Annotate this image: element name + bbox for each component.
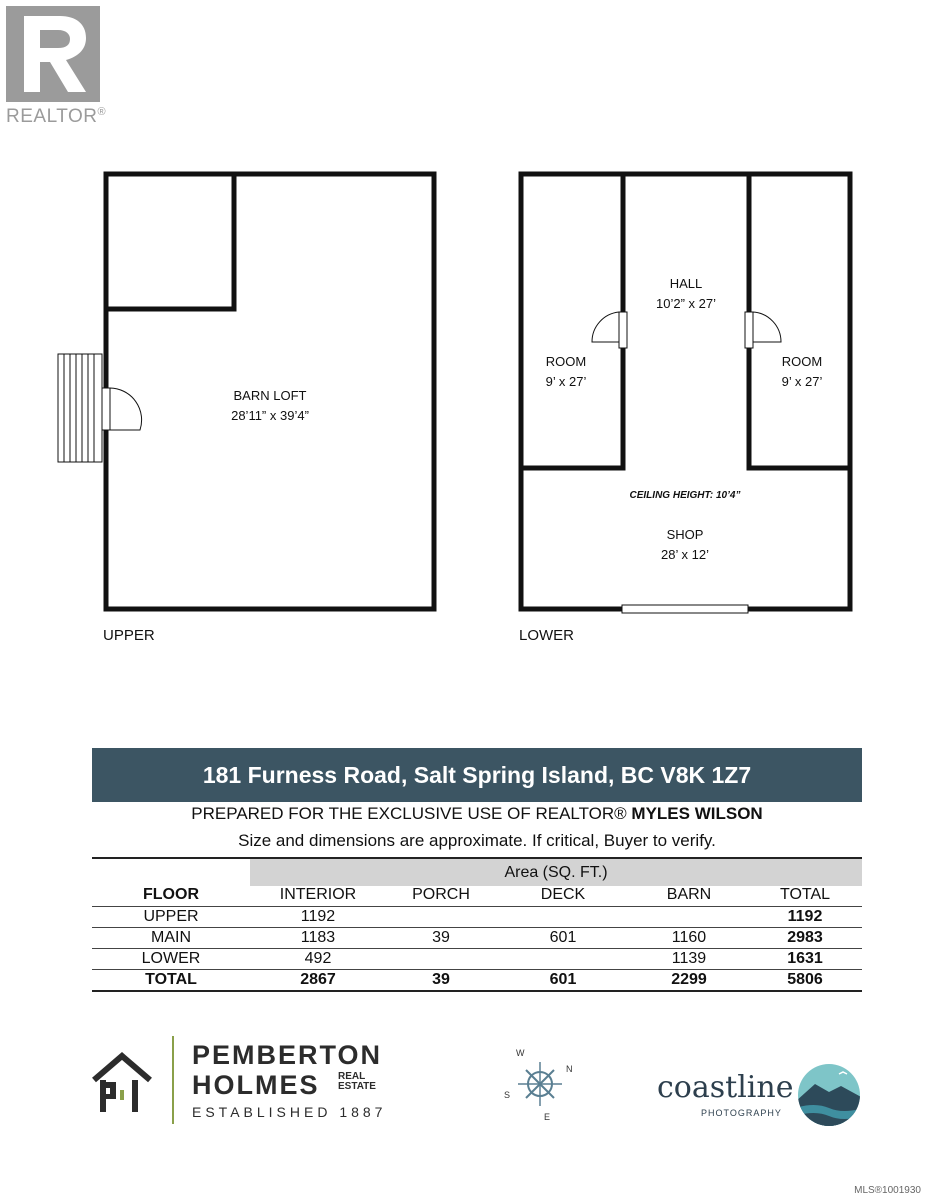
cell-barn: 1139 xyxy=(630,949,748,970)
cell-total: 5806 xyxy=(748,970,862,992)
mls-number: MLS®1001930 xyxy=(854,1185,921,1196)
compass-letter-n: N xyxy=(566,1064,573,1074)
photographer-name: coastline xyxy=(657,1070,794,1105)
cell-interior: 1183 xyxy=(250,928,386,949)
compass-icon xyxy=(500,1044,580,1124)
compass-letter-s: S xyxy=(504,1090,511,1100)
table-top-rule xyxy=(92,857,250,859)
cell-floor: MAIN xyxy=(92,928,250,949)
room-name: BARN LOFT xyxy=(233,388,307,403)
cell-floor: UPPER xyxy=(92,907,250,928)
col-header-interior: INTERIOR xyxy=(279,886,357,903)
cell-porch xyxy=(386,949,496,970)
hall-label xyxy=(626,274,746,314)
cell-barn: 2299 xyxy=(630,970,748,992)
size-disclaimer: Size and dimensions are approximate. If critical, Buyer to verify. xyxy=(238,831,716,850)
cell-porch: 39 xyxy=(386,928,496,949)
table-row xyxy=(92,949,862,970)
ceiling-height-note: CEILING HEIGHT: 10’4” xyxy=(629,490,741,501)
room-dims: 10’2” x 27’ xyxy=(656,296,716,311)
realtor-name: MYLES WILSON xyxy=(631,804,763,823)
room-dims: 28’11” x 39’4” xyxy=(231,408,309,423)
cell-barn: 1160 xyxy=(630,928,748,949)
exterior-stairs xyxy=(58,354,102,462)
col-header-barn: BARN xyxy=(666,886,712,903)
cell-interior: 1192 xyxy=(250,907,386,928)
cell-deck: 601 xyxy=(496,970,630,992)
coastline-emblem-icon xyxy=(795,1062,863,1128)
logo-divider xyxy=(172,1036,174,1124)
barn-loft-label xyxy=(190,386,350,426)
upper-closet-wall xyxy=(106,174,234,309)
right-room-label xyxy=(760,352,844,392)
photographer-sub: PHOTOGRAPHY xyxy=(701,1108,782,1118)
cell-interior: 2867 xyxy=(250,970,386,992)
compass-letter-w: W xyxy=(516,1048,525,1058)
prepared-for-line xyxy=(92,804,862,824)
room-name: SHOP xyxy=(666,527,704,542)
area-header: Area (SQ. FT.) xyxy=(250,857,862,886)
compass-rose xyxy=(500,1044,580,1124)
cell-total: 2983 xyxy=(748,928,862,949)
col-header-floor: FLOOR xyxy=(143,886,199,903)
col-header-porch: PORCH xyxy=(412,886,470,903)
cell-porch: 39 xyxy=(386,970,496,992)
col-header-total: TOTAL xyxy=(779,886,831,903)
shop-label xyxy=(610,525,760,565)
room-name: ROOM xyxy=(545,354,587,369)
compass-letter-e: E xyxy=(544,1112,551,1122)
room-name: HALL xyxy=(669,276,703,291)
registered-mark: ® xyxy=(97,106,107,118)
room-dims: 9’ x 27’ xyxy=(545,374,587,389)
upper-level-label: UPPER xyxy=(103,627,155,644)
room-name: ROOM xyxy=(781,354,823,369)
cell-deck: 601 xyxy=(496,928,630,949)
left-room-door xyxy=(592,312,627,348)
room-dims: 9’ x 27’ xyxy=(781,374,823,389)
cell-interior: 492 xyxy=(250,949,386,970)
brokerage-name-line2: HOLMES xyxy=(192,1070,320,1100)
cell-barn xyxy=(630,907,748,928)
col-header-deck: DECK xyxy=(540,886,586,903)
cell-floor: LOWER xyxy=(92,949,250,970)
lower-level-label: LOWER xyxy=(519,627,575,644)
cell-floor: TOTAL xyxy=(92,970,250,992)
brokerage-suffix: REAL ESTATE xyxy=(338,1071,376,1092)
cell-porch xyxy=(386,907,496,928)
table-header-row xyxy=(92,884,862,907)
pemberton-holmes-logo xyxy=(88,1036,408,1126)
area-table xyxy=(92,884,862,992)
realtor-wordmark: REALTOR xyxy=(6,106,98,127)
prepared-prefix: PREPARED FOR THE EXCLUSIVE USE OF REALTOR® xyxy=(191,804,632,823)
table-row xyxy=(92,928,862,949)
table-row xyxy=(92,907,862,928)
cell-total: 1631 xyxy=(748,949,862,970)
right-room-door xyxy=(745,312,781,348)
brokerage-name-line1: PEMBERTON xyxy=(192,1040,383,1070)
cell-total: 1192 xyxy=(748,907,862,928)
cell-deck xyxy=(496,949,630,970)
table-total-row xyxy=(92,970,862,992)
coastline-photography-logo xyxy=(655,1060,865,1130)
cell-deck xyxy=(496,907,630,928)
left-room-label xyxy=(524,352,608,392)
address-banner: 181 Furness Road, Salt Spring Island, BC V8K 1Z7 xyxy=(92,748,862,802)
house-icon xyxy=(88,1048,158,1114)
upper-door xyxy=(102,388,142,430)
shop-window xyxy=(622,605,748,613)
brokerage-established: ESTABLISHED 1887 xyxy=(192,1104,387,1120)
room-dims: 28’ x 12’ xyxy=(661,547,709,562)
